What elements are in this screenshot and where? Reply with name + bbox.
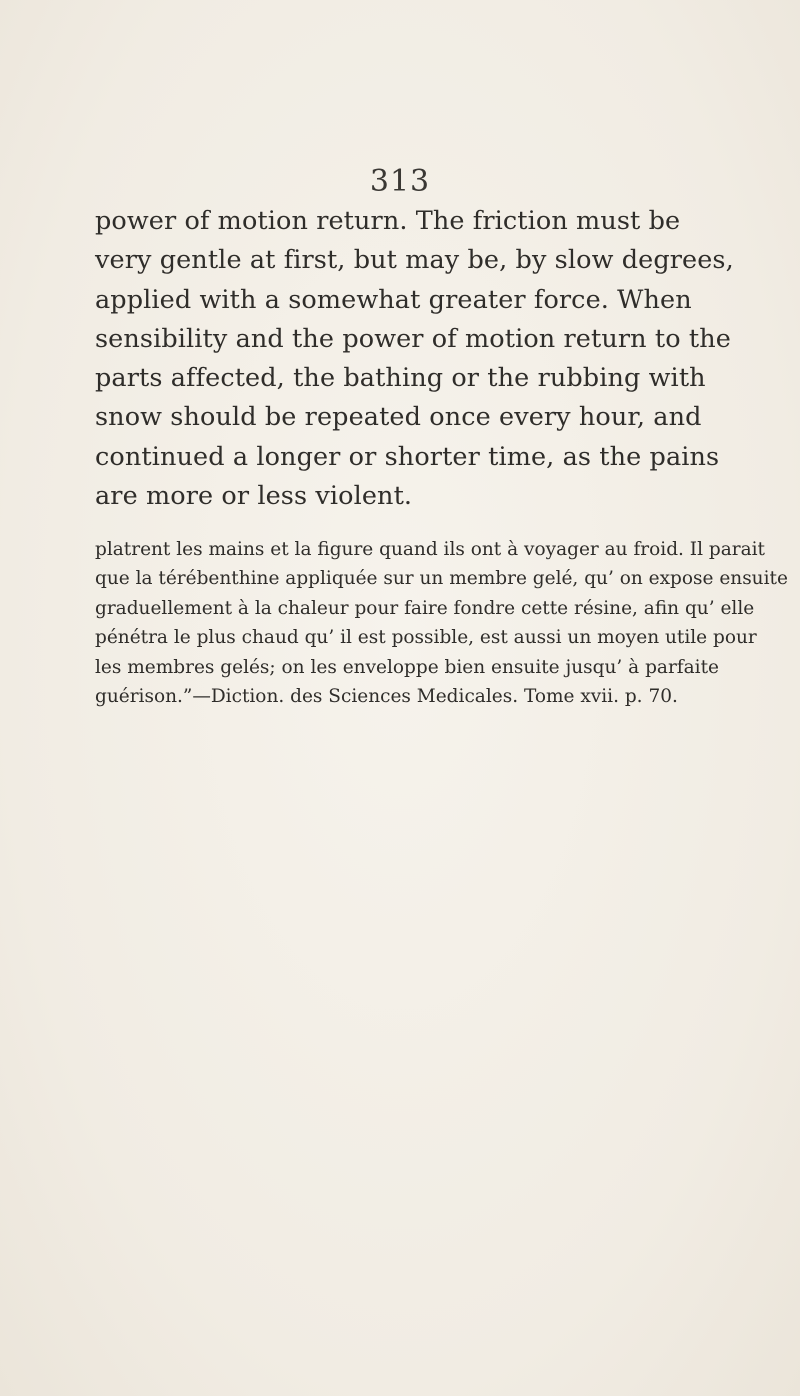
text-line: parts affected, the bathing or the rubbing with	[95, 363, 706, 394]
text-line: sensibility and the power of motion return to the	[95, 323, 731, 354]
text-line: platrent les mains et la figure quand ils ont à voyager au froid. Il parait	[95, 539, 765, 560]
text-line: very gentle at first, but may be, by slow degrees,	[95, 245, 734, 276]
page-number: 313	[369, 164, 431, 199]
text-line: continued a longer or shorter time, as the pains	[95, 441, 720, 472]
text-line: les membres gelés; on les enveloppe bien ensuite jusqu’ à parfaite	[95, 656, 719, 678]
text-line: guérison.”—Diction. des Sciences Medicales. Tome xvii. p. 70.	[95, 686, 678, 708]
text-line: are more or less violent.	[95, 481, 413, 512]
english-paragraph	[95, 202, 734, 516]
text-line: applied with a somewhat greater force. When	[95, 284, 692, 315]
french-quotation-paragraph	[95, 535, 788, 711]
text-line: pénétra le plus chaud qu’ il est possible, est aussi un moyen utile pour	[95, 627, 757, 649]
text-line: snow should be repeated once every hour, and	[95, 402, 702, 433]
text-line: power of motion return. The friction must be	[95, 206, 681, 236]
text-line: que la térébenthine appliquée sur un membre gelé, qu’ on expose ensuite	[95, 568, 788, 590]
text-line: graduellement à la chaleur pour faire fondre cette résine, afin qu’ elle	[95, 597, 755, 619]
